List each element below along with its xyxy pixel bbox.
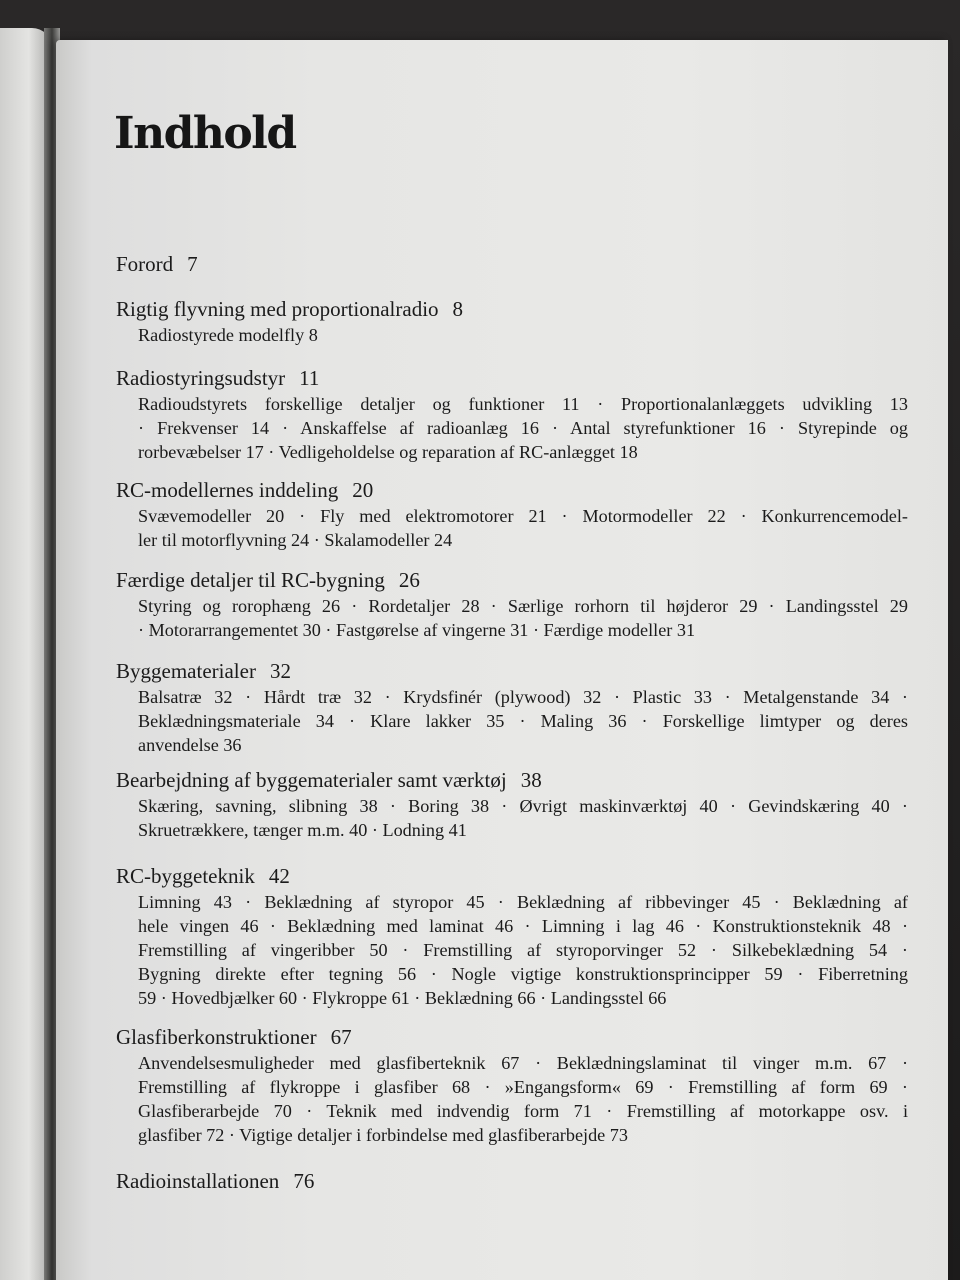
page-title: Indhold xyxy=(114,108,296,159)
toc-entry xyxy=(116,297,906,347)
toc-heading-text: Bearbejdning af byggematerialer samt værktøj xyxy=(116,768,507,792)
toc-subentry-line: Radioudstyrets forskellige detaljer og funktioner 11 · Proportionalanlæggets udvikling 13 xyxy=(138,394,908,414)
toc-subentries xyxy=(116,685,908,757)
toc-heading xyxy=(116,297,906,321)
toc-page-number: 67 xyxy=(330,1025,352,1049)
toc-heading-text: Radiostyringsudstyr xyxy=(116,366,286,390)
toc-page-number: 26 xyxy=(398,568,420,592)
toc-subentries xyxy=(116,890,908,1010)
toc-subentry-line: ler til motorflyvning 24 · Skalamodeller 24 xyxy=(138,530,453,550)
toc-subentry-line: · Frekvenser 14 · Anskaffelse af radioanlæg 16 · Antal styrefunktioner 16 · Styrepinde og xyxy=(138,418,908,438)
toc-subentry-line: Fremstilling af flykroppe i glasfiber 68 · »Engangsform« 69 · Fremstilling af form 69 · xyxy=(138,1077,908,1097)
toc-subentry-line: Radiostyrede modelfly 8 xyxy=(138,325,318,345)
toc-heading-text: Radioinstallationen xyxy=(116,1169,280,1193)
toc-entry xyxy=(116,1025,906,1147)
toc-heading xyxy=(116,768,906,792)
toc-subentries xyxy=(116,323,908,347)
toc-heading xyxy=(116,366,906,390)
toc-subentry-line: Svævemodeller 20 · Fly med elektromotorer 21 · Motormodeller 22 · Konkurrencemodel- xyxy=(138,506,908,526)
toc-subentry-line: Beklædningsmateriale 34 · Klare lakker 35 · Maling 36 · Forskellige limtyper og deres xyxy=(138,711,908,731)
toc-page-number: 32 xyxy=(269,659,291,683)
toc-subentry-line: · Motorarrangementet 30 · Fastgørelse af vingerne 31 · Færdige modeller 31 xyxy=(138,620,696,640)
toc-page-number: 8 xyxy=(452,297,464,321)
toc-subentries xyxy=(116,392,908,464)
toc-heading xyxy=(116,568,906,592)
toc-subentry-line: anvendelse 36 xyxy=(138,735,242,755)
toc-subentry-line: Fremstilling af vingeribber 50 · Fremstilling af styroporvinger 52 · Silkebeklædning 54 · xyxy=(138,940,908,960)
toc-heading-text: Byggematerialer xyxy=(116,659,256,683)
toc-subentry-line: hele vingen 46 · Beklædning med laminat 46 · Limning i lag 46 · Konstruktionsteknik 48 · xyxy=(138,916,908,936)
toc-entry xyxy=(116,366,906,464)
toc-subentry-line: 59 · Hovedbjælker 60 · Flykroppe 61 · Beklædning 66 · Landingsstel 66 xyxy=(138,988,667,1008)
toc-subentry-line: Styring og rorophæng 26 · Rordetaljer 28 · Særlige rorhorn til højderor 29 · Landingsstel 29 xyxy=(138,596,908,616)
toc-subentries xyxy=(116,594,908,642)
toc-heading xyxy=(116,252,906,276)
toc-entry xyxy=(116,252,906,276)
toc-entry xyxy=(116,659,906,757)
toc-heading-text: Glasfiberkonstruktioner xyxy=(116,1025,317,1049)
toc-subentry-line: Bygning direkte efter tegning 56 · Nogle vigtige konstruktionsprincipper 59 · Fiberretning xyxy=(138,964,908,984)
toc-subentry-line: Limning 43 · Beklædning af styropor 45 · Beklædning af ribbevinger 45 · Beklædning af xyxy=(138,892,908,912)
toc-heading xyxy=(116,659,906,683)
toc-heading xyxy=(116,1169,906,1193)
toc-entry xyxy=(116,1169,906,1193)
toc-heading-text: Færdige detaljer til RC-bygning xyxy=(116,568,385,592)
toc-heading-text: RC-byggeteknik xyxy=(116,864,255,888)
toc-page-number: 11 xyxy=(299,366,320,390)
toc-page-number: 76 xyxy=(293,1169,315,1193)
toc-entry xyxy=(116,768,906,842)
toc-subentry-line: Anvendelsesmuligheder med glasfiberteknik 67 · Beklædningslaminat til vinger m.m. 67 · xyxy=(138,1053,908,1073)
toc-entry xyxy=(116,864,906,1010)
toc-subentry-line: rorbevæbelser 17 · Vedligeholdelse og reparation af RC-anlægget 18 xyxy=(138,442,638,462)
toc-page-number: 20 xyxy=(352,478,374,502)
toc-heading xyxy=(116,478,906,502)
toc-subentries xyxy=(116,504,908,552)
toc-heading xyxy=(116,864,906,888)
toc-page-number: 38 xyxy=(520,768,542,792)
toc-page-number: 7 xyxy=(187,252,198,276)
toc-page-number: 42 xyxy=(268,864,290,888)
toc-subentry-line: Glasfiberarbejde 70 · Teknik med indvendig form 71 · Fremstilling af motorkappe osv. i xyxy=(138,1101,908,1121)
toc-entry xyxy=(116,568,906,642)
toc-subentry-line: glasfiber 72 · Vigtige detaljer i forbindelse med glasfiberarbejde 73 xyxy=(138,1125,628,1145)
toc-subentries xyxy=(116,794,908,842)
toc-subentry-line: Skæring, savning, slibning 38 · Boring 38 · Øvrigt maskinværktøj 40 · Gevindskæring 40 · xyxy=(138,796,908,816)
toc-heading xyxy=(116,1025,906,1049)
toc-subentry-line: Skruetrækkere, tænger m.m. 40 · Lodning 41 xyxy=(138,820,467,840)
toc-heading-text: Forord xyxy=(116,252,174,276)
toc-subentries xyxy=(116,1051,908,1147)
toc-heading-text: Rigtig flyvning med proportionalradio xyxy=(116,297,439,321)
toc-subentry-line: Balsatræ 32 · Hårdt træ 32 · Krydsfinér (plywood) 32 · Plastic 33 · Metalgenstande 34 · xyxy=(138,687,908,707)
toc-entry xyxy=(116,478,906,552)
toc-heading-text: RC-modellernes inddeling xyxy=(116,478,339,502)
